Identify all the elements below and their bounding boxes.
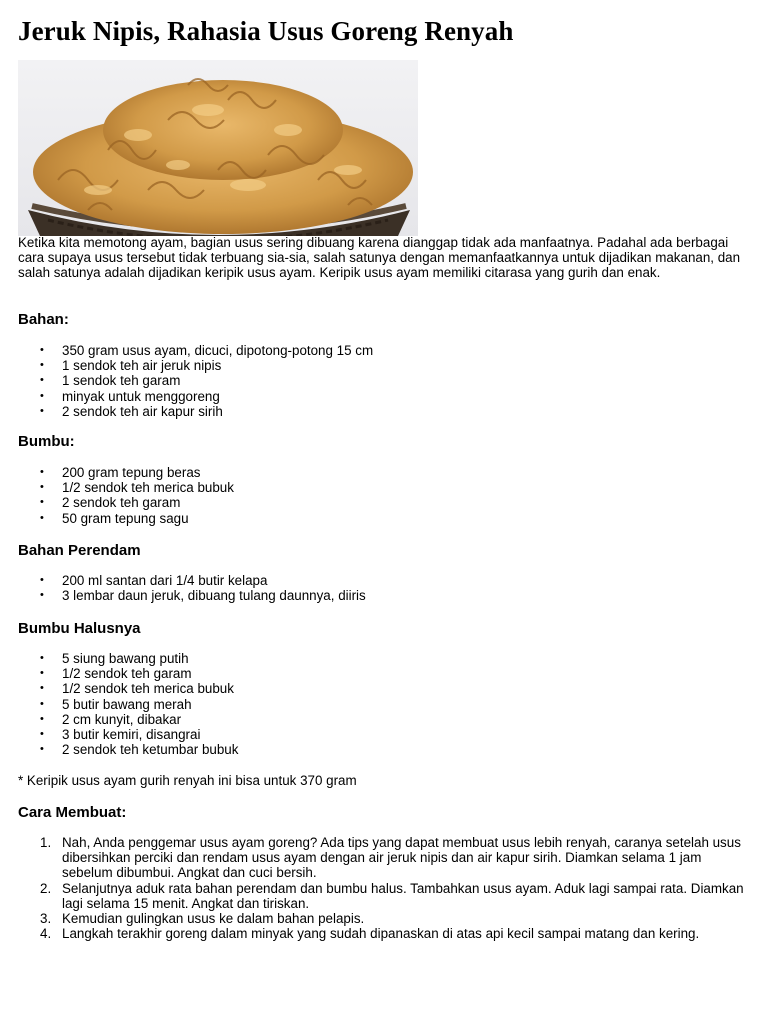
list-item: • 1/2 sendok teh garam [18, 666, 748, 681]
heading-bumbu: Bumbu: [18, 433, 75, 450]
list-item: • 200 ml santan dari 1/4 butir kelapa [18, 573, 748, 588]
step-item [18, 881, 748, 911]
list-bumbu [18, 465, 748, 526]
list-item: • 2 sendok teh ketumbar bubuk [18, 742, 748, 757]
list-item: • 200 gram tepung beras [18, 465, 748, 480]
list-item: • 3 butir kemiri, disangrai [18, 727, 748, 742]
list-item: • 5 siung bawang putih [18, 651, 748, 666]
list-item: • 350 gram usus ayam, dicuci, dipotong-potong 15 cm [18, 343, 748, 358]
step-number: 4. [40, 926, 52, 942]
step-text: Selanjutnya aduk rata bahan perendam dan bumbu halus. Tambahkan usus ayam. Aduk lagi sampai rata. Diamkan lagi selama 15 menit. Angkat dan tiriskan. [62, 880, 744, 911]
list-item: • 3 lembar daun jeruk, dibuang tulang daunnya, diiris [18, 588, 748, 603]
list-item: • 2 sendok teh air kapur sirih [18, 404, 748, 419]
list-bahan [18, 343, 748, 419]
list-item: • 2 sendok teh garam [18, 495, 748, 510]
list-item: • 1 sendok teh garam [18, 373, 748, 388]
list-item: • 50 gram tepung sagu [18, 511, 748, 526]
step-text: Nah, Anda penggemar usus ayam goreng? Ada tips yang dapat membuat usus lebih renyah, caranya setelah usus dibersihkan perciki dan rendam usus ayam dengan air jeruk nipis dan air kapur sirih. Diamkan selama 1 jam sebelum dibumbui. Angkat dan cuci bersih. [62, 835, 741, 881]
step-text: Langkah terakhir goreng dalam minyak yang sudah dipanaskan di atas api kecil sampai matang dan kering. [62, 926, 700, 942]
step-number: 2. [40, 880, 52, 896]
list-item: • 1/2 sendok teh merica bubuk [18, 681, 748, 696]
heading-bumbu-halus: Bumbu Halusnya [18, 620, 141, 637]
heading-cara-membuat: Cara Membuat: [18, 804, 127, 821]
list-item: • 5 butir bawang merah [18, 697, 748, 712]
intro-paragraph: Ketika kita memotong ayam, bagian usus sering dibuang karena dianggap tidak ada manfaatnya. Padahal ada berbagai cara supaya usus tersebut tidak terbuang sia-sia, salah satunya dengan memanfaatkannya untuk dijadikan makanan, dan salah satunya adalah dijadikan keripik usus ayam. Keripik usus ayam memiliki citarasa yang gurih dan enak. [18, 235, 741, 281]
heading-bahan: Bahan: [18, 311, 69, 328]
yield-note: * Keripik usus ayam gurih renyah ini bisa untuk 370 gram [18, 773, 357, 788]
list-bumbu-halus [18, 651, 748, 757]
step-text: Kemudian gulingkan usus ke dalam bahan pelapis. [62, 911, 365, 927]
step-number: 3. [40, 911, 52, 927]
step-number: 1. [40, 835, 52, 850]
list-item: • minyak untuk menggoreng [18, 389, 748, 404]
page-title: Jeruk Nipis, Rahasia Usus Goreng Renyah [18, 16, 514, 46]
step-item [18, 911, 748, 926]
usus-goreng-photo [18, 60, 418, 236]
list-bahan-perendam [18, 573, 748, 603]
heading-bahan-perendam: Bahan Perendam [18, 542, 141, 559]
step-item [18, 835, 748, 881]
list-cara-membuat [18, 835, 748, 941]
list-item: • 1/2 sendok teh merica bubuk [18, 480, 748, 495]
step-item [18, 926, 748, 941]
list-item: • 2 cm kunyit, dibakar [18, 712, 748, 727]
list-item: • 1 sendok teh air jeruk nipis [18, 358, 748, 373]
